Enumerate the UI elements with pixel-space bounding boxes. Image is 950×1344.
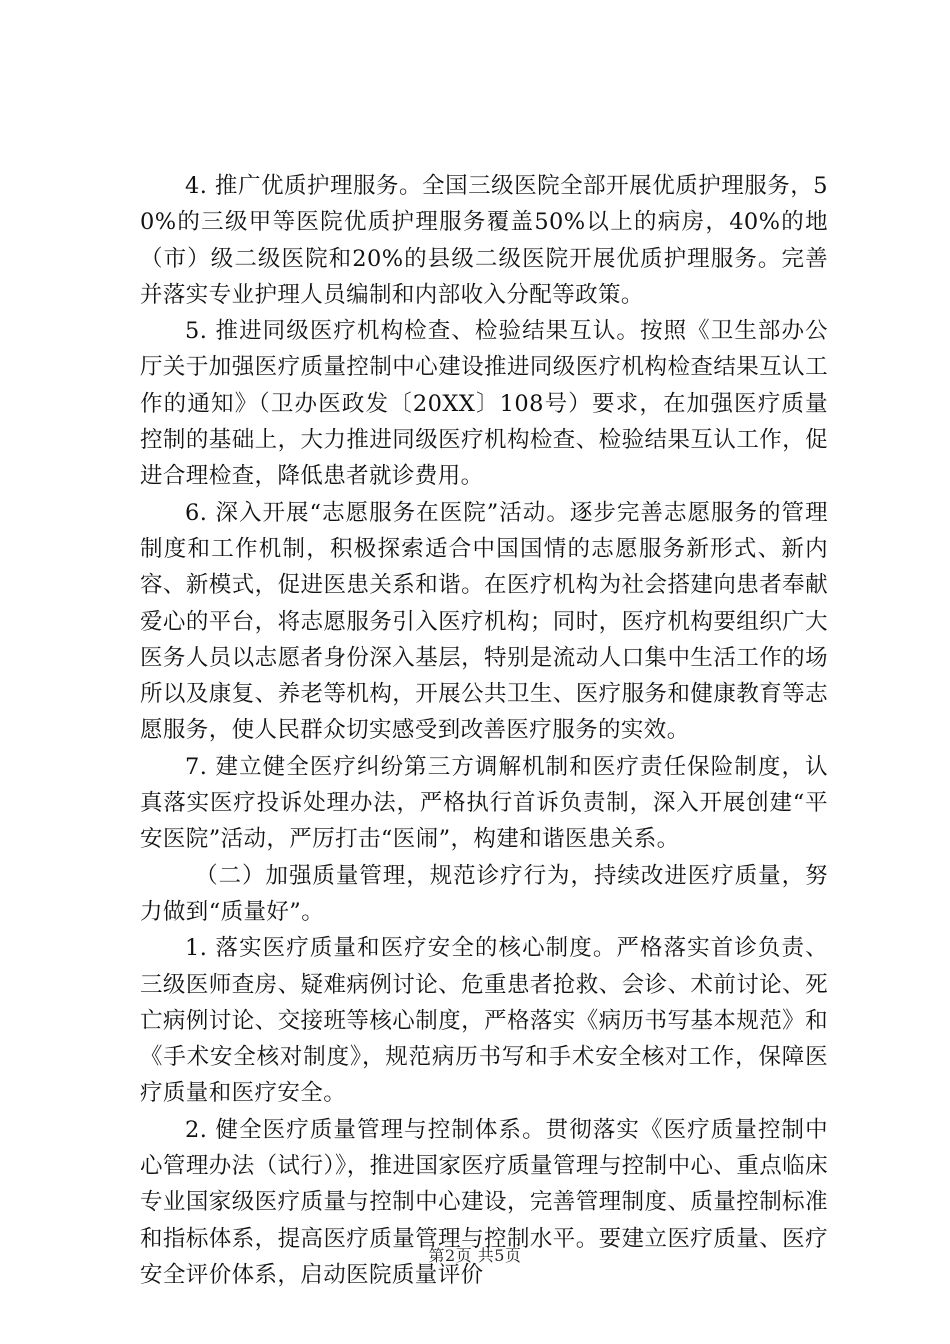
paragraph-promote-quality-nursing: 4. 推广优质护理服务。全国三级医院全部开展优质护理服务，50%的三级甲等医院优质护理服务覆盖50%以上的病房，40%的地（市）级二级医院和20%的县级二级医院开展优质护理服务。完善并落实专业护理人员编制和内部收入分配等政策。 [140,173,828,308]
paragraph-volunteer-service: 6. 深入开展“志愿服务在医院”活动。逐步完善志愿服务的管理制度和工作机制，积极探索适合中国国情的志愿服务新形式、新内容、新模式，促进医患关系和谐。在医疗机构为社会搭建向患者奉献爱心的平台，将志愿服务引入医疗机构；同时，医疗机构要组织广大医务人员以志愿者身份深入基层，特别是流动人口集中生活工作的场所以及康复、养老等机构，开展公共卫生、医疗服务和健康教育等志愿服务，使人民群众切实感受到改善医疗服务的实效。 [140,499,828,744]
paragraph-core-systems: 1. 落实医疗质量和医疗安全的核心制度。严格落实首诊负责、三级医师查房、疑难病例讨论、危重患者抢救、会诊、术前讨论、死亡病例讨论、交接班等核心制度，严格落实《病历书写基本规范》和《手术安全核对制度》，规范病历书写和手术安全核对工作，保障医疗质量和医疗安全。 [140,935,828,1107]
page-number-footer: 第2页 共5页 [428,1246,522,1265]
paragraph-mutual-recognition-results: 5. 推进同级医疗机构检查、检验结果互认。按照《卫生部办公厅关于加强医疗质量控制中心建设推进同级医疗机构检查结果互认工作的通知》（卫办医政发〔20XX〕108号）要求，在加强医疗质量控制的基础上，大力推进同级医疗机构检查、检验结果互认工作，促进合理检查，降低患者就诊费用。 [140,318,828,490]
paragraph-dispute-mediation: 7. 建立健全医疗纠纷第三方调解机制和医疗责任保险制度，认真落实医疗投诉处理办法，严格执行首诉负责制，深入开展创建“平安医院”活动，严厉打击“医闹”，构建和谐医患关系。 [140,753,828,853]
paragraph-quality-control-system: 2. 健全医疗质量管理与控制体系。贯彻落实《医疗质量控制中心管理办法（试行）》，推进国家医疗质量管理与控制中心、重点临床专业国家级医疗质量与控制中心建设，完善管理制度、质量控制标准和指标体系，提高医疗质量管理与控制水平。要建立医疗质量、医疗安全评价体系，启动医院质量评价 [140,1116,828,1288]
section-heading-quality-management: （二）加强质量管理，规范诊疗行为，持续改进医疗质量，努力做到“质量好”。 [140,862,828,925]
document-body [140,168,828,1293]
